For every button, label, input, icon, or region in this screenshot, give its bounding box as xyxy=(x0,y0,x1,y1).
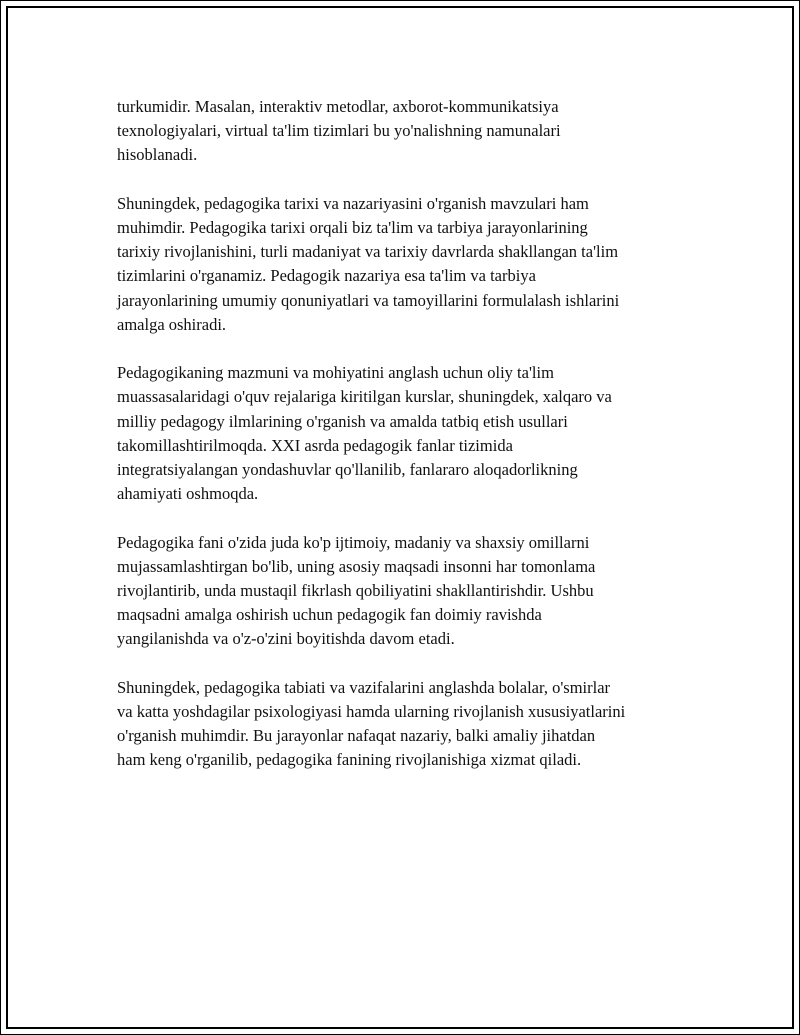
paragraph-4 xyxy=(117,531,707,652)
text-line: Pedagogikaning mazmuni va mohiyatini anglash uchun oliy ta'lim xyxy=(117,363,554,383)
text-line: yangilanishda va o'z-o'zini boyitishda davom etadi. xyxy=(117,629,455,649)
text-line: rivojlantirib, unda mustaqil fikrlash qobiliyatini shakllantirishdir. Ushbu xyxy=(117,581,594,601)
text-line: muhimdir. Pedagogika tarixi orqali biz ta'lim va tarbiya jarayonlarining xyxy=(117,218,588,237)
text-line: Shuningdek, pedagogika tarixi va nazariyasini o'rganish mavzulari ham xyxy=(117,193,589,213)
paragraph-3 xyxy=(117,361,707,506)
text-line: tarixiy rivojlanishini, turli madaniyat va tarixiy davrlarda shakllangan ta'lim xyxy=(117,242,619,262)
text-line: ahamiyati oshmoqda. xyxy=(117,484,259,504)
text-line: o'rganish muhimdir. Bu jarayonlar nafaqat nazariy, balki amaliy jihatdan xyxy=(117,726,596,746)
paragraph-5 xyxy=(117,676,707,773)
text-line: muassasalaridagi o'quv rejalariga kiritilgan kurslar, shuningdek, xalqaro va xyxy=(117,387,612,407)
text-line: Shuningdek, pedagogika tabiati va vazifalarini anglashda bolalar, o'smirlar xyxy=(117,677,611,697)
text-line: amalga oshiradi. xyxy=(117,314,227,334)
text-line: hisoblanadi. xyxy=(117,145,198,165)
text-line: jarayonlarining umumiy qonuniyatlari va tamoyillarini formulalash ishlarini xyxy=(117,290,620,310)
text-line: turkumidir. Masalan, interaktiv metodlar, axborot-kommunikatsiya xyxy=(117,97,559,116)
paragraph-1 xyxy=(117,95,707,168)
paragraph-2 xyxy=(117,192,707,337)
document-body xyxy=(117,95,707,797)
text-line: milliy pedagogy ilmlarining o'rganish va amalda tatbiq etish usullari xyxy=(117,411,568,431)
text-line: takomillashtirilmoqda. XXI asrda pedagogik fanlar tizimida xyxy=(117,435,513,455)
text-line: tizimlarini o'rganamiz. Pedagogik nazariya esa ta'lim va tarbiya xyxy=(117,266,536,286)
text-line: va katta yoshdagilar psixologiyasi hamda ularning rivojlanish xususiyatlarini xyxy=(117,702,626,722)
text-line: texnologiyalari, virtual ta'lim tizimlari bu yo'nalishning namunalari xyxy=(117,121,561,141)
text-line: Pedagogika fani o'zida juda ko'p ijtimoiy, madaniy va shaxsiy omillarni xyxy=(117,532,590,552)
text-line: mujassamlashtirgan bo'lib, uning asosiy maqsadi insonni har tomonlama xyxy=(117,556,596,576)
text-line: maqsadni amalga oshirish uchun pedagogik fan doimiy ravishda xyxy=(117,605,542,625)
text-line: integratsiyalangan yondashuvlar qo'llanilib, fanlararo aloqadorlikning xyxy=(117,460,578,480)
text-line: ham keng o'rganilib, pedagogika fanining rivojlanishiga xizmat qiladi. xyxy=(117,750,582,770)
